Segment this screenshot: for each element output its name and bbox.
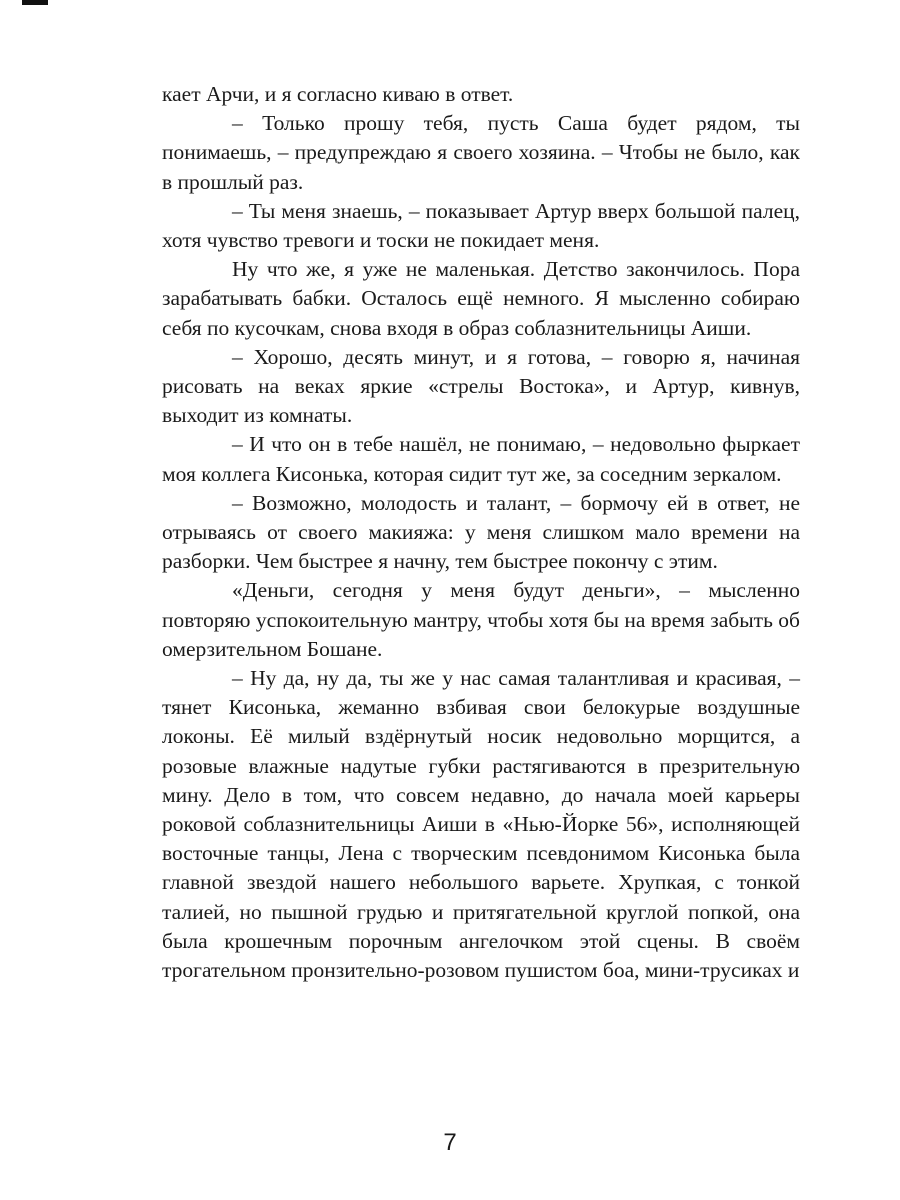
paragraph-narration: Ну что же, я уже не маленькая. Детство закончилось. Пора зарабатывать бабки. Осталось ещё немного. Я мысленно собираю себя по кусочкам, снова входя в образ соблазнительницы Аиши. (162, 257, 800, 340)
paragraph-dialogue: – И что он в тебе нашёл, не понимаю, – недовольно фыркает моя коллега Кисонька, которая сидит тут же, за соседним зеркалом. (162, 432, 800, 486)
paragraph-continuation: кает Арчи, и я согласно киваю в ответ. (162, 82, 514, 106)
paragraph-dialogue: – Только прошу тебя, пусть Саша будет рядом, ты понимаешь, – предупреждаю я своего хозяина. – Чтобы не было, как в прошлый раз. (162, 111, 800, 194)
corner-crop-mark (22, 0, 48, 5)
paragraph-dialogue: – Ну да, ну да, ты же у нас самая талантливая и красивая, – тянет Кисонька, жеманно взбивая свои белокурые воздушные локоны. Её милый вздёрнутый носик недовольно морщится, а розовые влажные надутые губки растягиваются в презрительную мину. Дело в том, что совсем недавно, до начала моей карьеры роковой соблазнительницы Аиши в «Нью-Йорке 56», исполняющей восточные танцы, Лена с творческим псевдонимом Кисонька была главной звездой нашего небольшого варьете. Хрупкая, с тонкой талией, но пышной грудью и притягательной круглой попкой, она была крошечным порочным ангелочком этой сцены. В своём трогательном пронзительно-розовом пушистом боа, мини-трусиках и (162, 666, 800, 983)
body-text (162, 80, 800, 985)
paragraph-dialogue: – Хорошо, десять минут, и я готова, – говорю я, начиная рисовать на веках яркие «стрелы Востока», и Артур, кивнув, выходит из комнаты. (162, 344, 800, 428)
page-number: 7 (443, 1129, 457, 1156)
paragraph-dialogue: – Возможно, молодость и талант, – бормочу ей в ответ, не отрываясь от своего макияжа: у меня слишком мало времени на разборки. Чем быстрее я начну, тем быстрее покончу с этим. (162, 490, 800, 574)
paragraph-thought: «Деньги, сегодня у меня будут деньги», – мысленно повторяю успокоительную мантру, чтобы хотя бы на время забыть об омерзительном Бошане. (162, 578, 800, 661)
paragraph-dialogue: – Ты меня знаешь, – показывает Артур вверх большой палец, хотя чувство тревоги и тоски не покидает меня. (162, 198, 800, 253)
